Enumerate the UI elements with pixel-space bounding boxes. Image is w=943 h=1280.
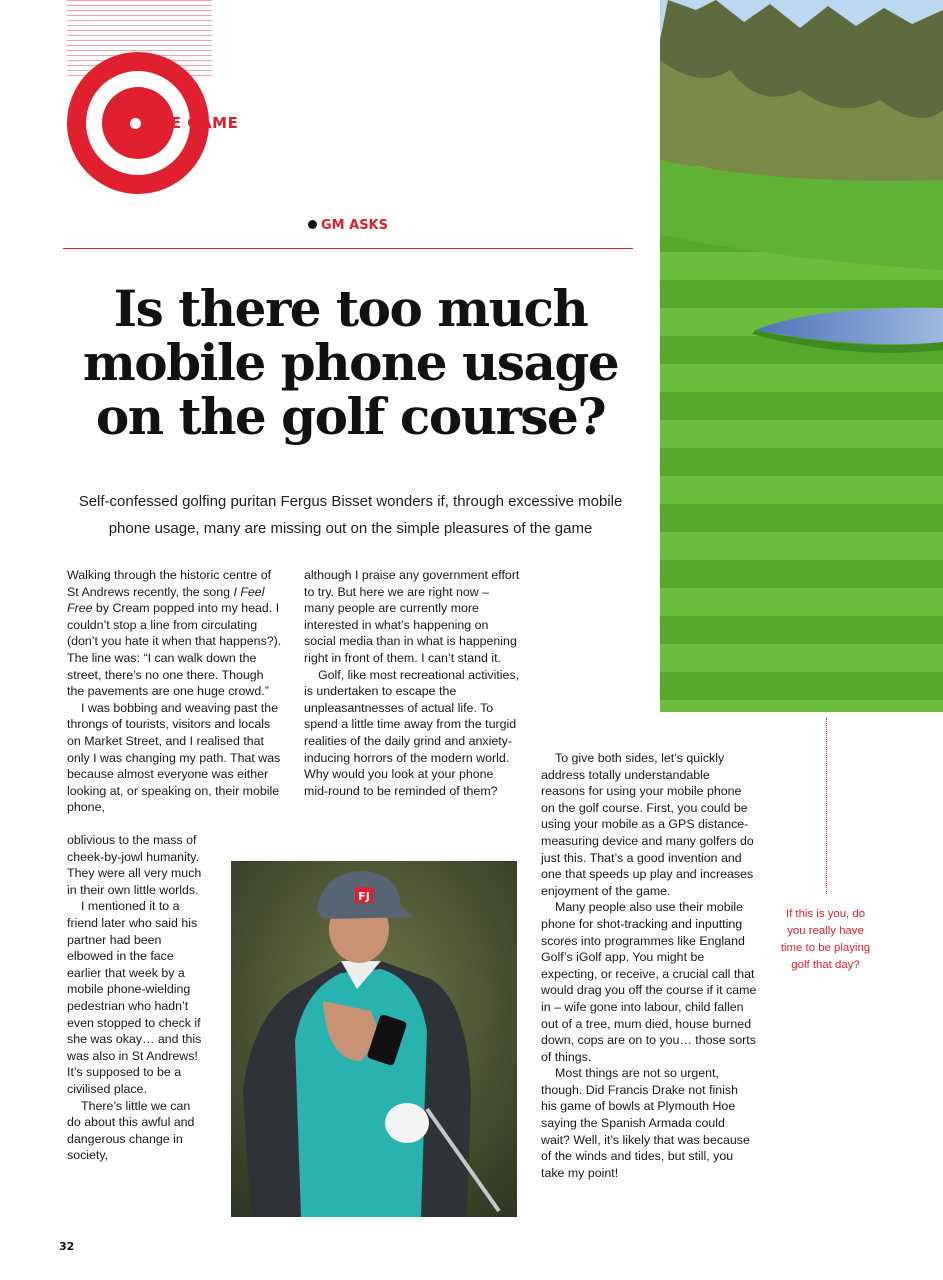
song-title: I Feel Free xyxy=(67,584,265,616)
section-label-text: THE GAME xyxy=(147,114,239,132)
kicker-text: GM ASKS xyxy=(321,218,388,233)
section-label xyxy=(130,114,238,132)
header-rule xyxy=(63,248,633,249)
golf-course-photo xyxy=(660,0,943,712)
golfer-with-phone-photo xyxy=(231,861,517,1217)
pull-quote-leader xyxy=(826,718,827,894)
body-paragraph-1: Walking through the historic centre of St Andrews recently, the song I Feel Free by Cream popped into my head. I couldn’t stop a line from circulating (don’t you hate it when that happens?). The line was: “I can walk down the street, there’s no one there. Though the pavements are one huge crowd.” xyxy=(67,568,282,699)
pull-quote: If this is you, do you really have time to be playing golf that day? xyxy=(780,908,871,971)
body-paragraph-2-cont: oblivious to the mass of cheek-by-jowl humanity. They were all very much in their own little worlds. xyxy=(67,833,202,897)
headline: Is there too much mobile phone usage on the golf course? xyxy=(82,279,619,446)
section-dot-icon xyxy=(130,118,141,129)
body-paragraph-6: To give both sides, let’s quickly address totally understandable reasons for using your mobile phone on the golf course. First, you could be using your mobile as a GPS distance-measuring device and many golfers do just this. That’s a good invention and one that speeds up play and increases enjoyment of the game. xyxy=(541,751,754,898)
body-column-2 xyxy=(304,567,520,799)
body-paragraph-2: I was bobbing and weaving past the throngs of tourists, visitors and locals on Market Street, and I realised that only I was changing my path. That was because almost everyone was either looking at, or speaking on, their mobile phone, xyxy=(67,700,281,815)
body-paragraph-3: I mentioned it to a friend later who said his partner had been elbowed in the face earlier that week by a mobile phone-wielding pedestrian who hadn’t even stopped to check if she was okay… and this was also in St Andrews! It’s supposed to be a civilised place. xyxy=(67,899,202,1096)
body-column-1-top xyxy=(67,567,283,816)
cap-logo: FJ xyxy=(358,890,370,903)
body-column-1-bottom xyxy=(67,832,205,1164)
body-paragraph-5: Golf, like most recreational activities, is undertaken to escape the unpleasantnesses of actual life. To spend a little time away from the turgid realities of the daily grind and anxiety-inducing horrors of the modern world. Why would you look at your phone mid-round to be reminded of them? xyxy=(304,667,520,798)
kicker-bullet-icon xyxy=(308,220,317,229)
body-paragraph-7: Many people also use their mobile phone for shot-tracking and inputting scores into programmes like England Golf’s iGolf app. You might be expecting, or receive, a crucial call that would drag you off the course if it came in – wife gone into labour, child fallen out of a tree, mum died, house burned down, cops are on to you… those sorts of things. xyxy=(541,900,757,1064)
body-paragraph-4: There’s little we can do about this awful and dangerous change in society, xyxy=(67,1098,195,1163)
page-number: 32 xyxy=(59,1240,75,1253)
body-paragraph-8: Most things are not so urgent, though. Did Francis Drake not finish his game of bowls at Plymouth Hoe saying the Spanish Armada could wait? Well, it’s likely that was because of the winds and tides, but still, you take my point! xyxy=(541,1066,750,1180)
standfirst: Self-confessed golfing puritan Fergus Bisset wonders if, through excessive mobile phone usage, many are missing out on the simple pleasures of the game xyxy=(78,493,623,537)
body-paragraph-4-cont: although I praise any government effort to try. But here we are right now – many people are currently more interested in what’s happening on social media than in what is happening right in front of them. I can’t stand it. xyxy=(304,568,520,665)
kicker xyxy=(63,218,633,233)
body-column-3 xyxy=(541,750,757,1181)
